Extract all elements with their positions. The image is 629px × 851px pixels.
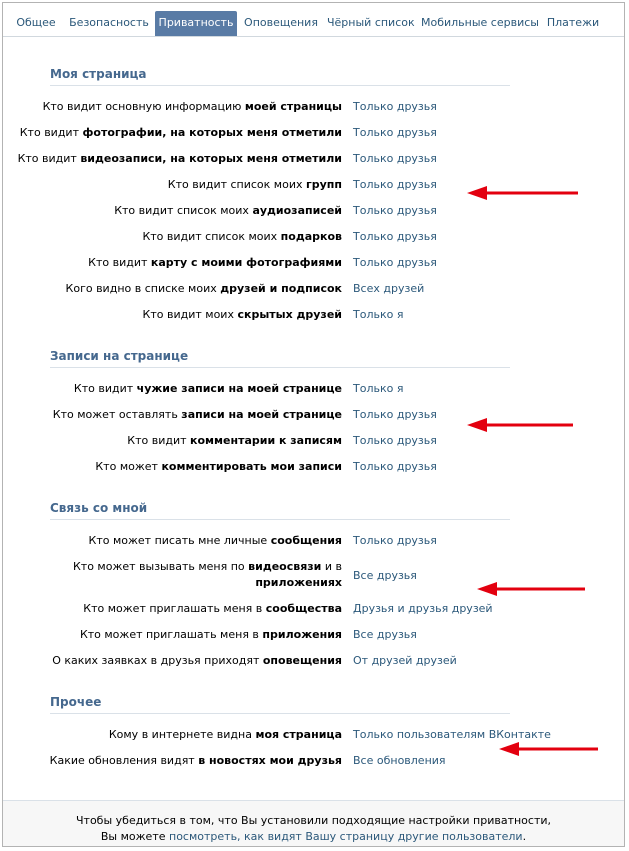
tab-privacy[interactable]: Приватность <box>155 11 237 36</box>
privacy-value-link[interactable]: Только друзья <box>353 126 437 139</box>
row-label: Кто может писать мне личные сообщения <box>88 534 342 547</box>
section-title-wall-posts: Записи на странице <box>50 349 510 368</box>
privacy-row <box>3 307 624 325</box>
privacy-row <box>3 433 624 451</box>
tab-security[interactable]: Безопасность <box>69 16 149 29</box>
row-label: О каких заявках в друзья приходят оповещения <box>52 654 342 667</box>
row-label: Кто видит фотографии, на которых меня отметили <box>19 126 342 139</box>
row-label: Кто видит видеозаписи, на которых меня отметили <box>17 152 342 165</box>
tab-notifications[interactable]: Оповещения <box>244 16 318 29</box>
privacy-value-link[interactable]: Только я <box>353 308 404 321</box>
privacy-value-link[interactable]: Друзья и друзья друзей <box>353 602 493 615</box>
privacy-value-link[interactable]: Все друзья <box>353 628 417 641</box>
privacy-value-link[interactable]: Только друзья <box>353 460 437 473</box>
row-label: Какие обновления видят в новостях мои друзья <box>49 754 342 767</box>
privacy-row <box>3 459 624 477</box>
tab-payments[interactable]: Платежи <box>546 16 600 29</box>
privacy-value-link[interactable]: Только друзья <box>353 434 437 447</box>
privacy-value-link[interactable]: Только друзья <box>353 230 437 243</box>
privacy-value-link[interactable]: Только друзья <box>353 152 437 165</box>
privacy-value-link[interactable]: Только пользователям ВКонтакте <box>353 728 551 741</box>
privacy-value-link[interactable]: Только друзья <box>353 178 437 191</box>
privacy-row <box>3 229 624 247</box>
privacy-row <box>3 99 624 117</box>
row-label: Кого видно в списке моих друзей и подписок <box>65 282 342 295</box>
row-label: Кто может приглашать меня в сообщества <box>83 602 342 615</box>
privacy-row <box>3 125 624 143</box>
privacy-row <box>3 281 624 299</box>
privacy-value-link[interactable]: От друзей друзей <box>353 654 457 667</box>
red-arrow-icon <box>465 185 580 201</box>
preview-page-link[interactable]: посмотреть, как видят Вашу страницу другие пользователи <box>169 830 523 843</box>
tab-blacklist[interactable]: Чёрный список <box>327 16 415 29</box>
row-label: Кто может оставлять записи на моей странице <box>52 408 342 421</box>
tab-mobile-services[interactable]: Мобильные сервисы <box>421 16 539 29</box>
row-label: Кто видит список моих подарков <box>142 230 342 243</box>
privacy-row <box>3 653 624 671</box>
section-title-contact: Связь со мной <box>50 501 510 520</box>
row-label: Кто может приглашать меня в приложения <box>79 628 342 641</box>
privacy-value-link[interactable]: Только друзья <box>353 408 437 421</box>
privacy-value-link[interactable]: Только друзья <box>353 256 437 269</box>
privacy-value-link[interactable]: Всех друзей <box>353 282 425 295</box>
row-label: Кто может комментировать мои записи <box>95 460 342 473</box>
row-label: Кто видит список моих групп <box>167 178 342 191</box>
privacy-value-link[interactable]: Только друзья <box>353 100 437 113</box>
row-label: Кто видит комментарии к записям <box>127 434 342 447</box>
privacy-value-link[interactable]: Только я <box>353 382 404 395</box>
privacy-row <box>3 381 624 399</box>
row-label: Кто видит основную информацию моей страницы <box>42 100 342 113</box>
red-arrow-icon <box>465 417 575 433</box>
footer-text: . <box>522 830 527 843</box>
footer-line2 <box>3 829 624 845</box>
footer-text: Чтобы убедиться в том, что Вы установили подходящие настройки приватности, <box>76 814 551 827</box>
privacy-row <box>3 203 624 221</box>
row-label: Кто видит карту с моими фотографиями <box>88 256 342 269</box>
row-label: Кто видит список моих аудиозаписей <box>114 204 342 217</box>
privacy-row <box>3 151 624 169</box>
privacy-value-link[interactable]: Все обновления <box>353 754 446 767</box>
privacy-footer <box>3 800 624 846</box>
privacy-row <box>3 601 624 619</box>
privacy-row <box>3 533 624 551</box>
privacy-row <box>3 627 624 645</box>
row-label: Кто видит чужие записи на моей странице <box>73 382 342 395</box>
footer-text: Вы можете <box>100 830 169 843</box>
row-label: Кто может вызывать меня по видеосвязи и в приложениях <box>72 560 342 589</box>
row-label: Кто видит моих скрытых друзей <box>142 308 342 321</box>
section-title-other: Прочее <box>50 695 510 714</box>
settings-frame <box>2 2 625 847</box>
red-arrow-icon <box>497 741 600 757</box>
tab-bar <box>3 11 624 37</box>
red-arrow-icon <box>475 581 587 597</box>
row-label: Кому в интернете видна моя страница <box>108 728 342 741</box>
privacy-row <box>3 255 624 273</box>
section-title-my-page: Моя страница <box>50 67 510 86</box>
privacy-value-link[interactable]: Все друзья <box>353 569 417 582</box>
tab-general[interactable]: Общее <box>16 16 56 29</box>
privacy-value-link[interactable]: Только друзья <box>353 534 437 547</box>
privacy-value-link[interactable]: Только друзья <box>353 204 437 217</box>
